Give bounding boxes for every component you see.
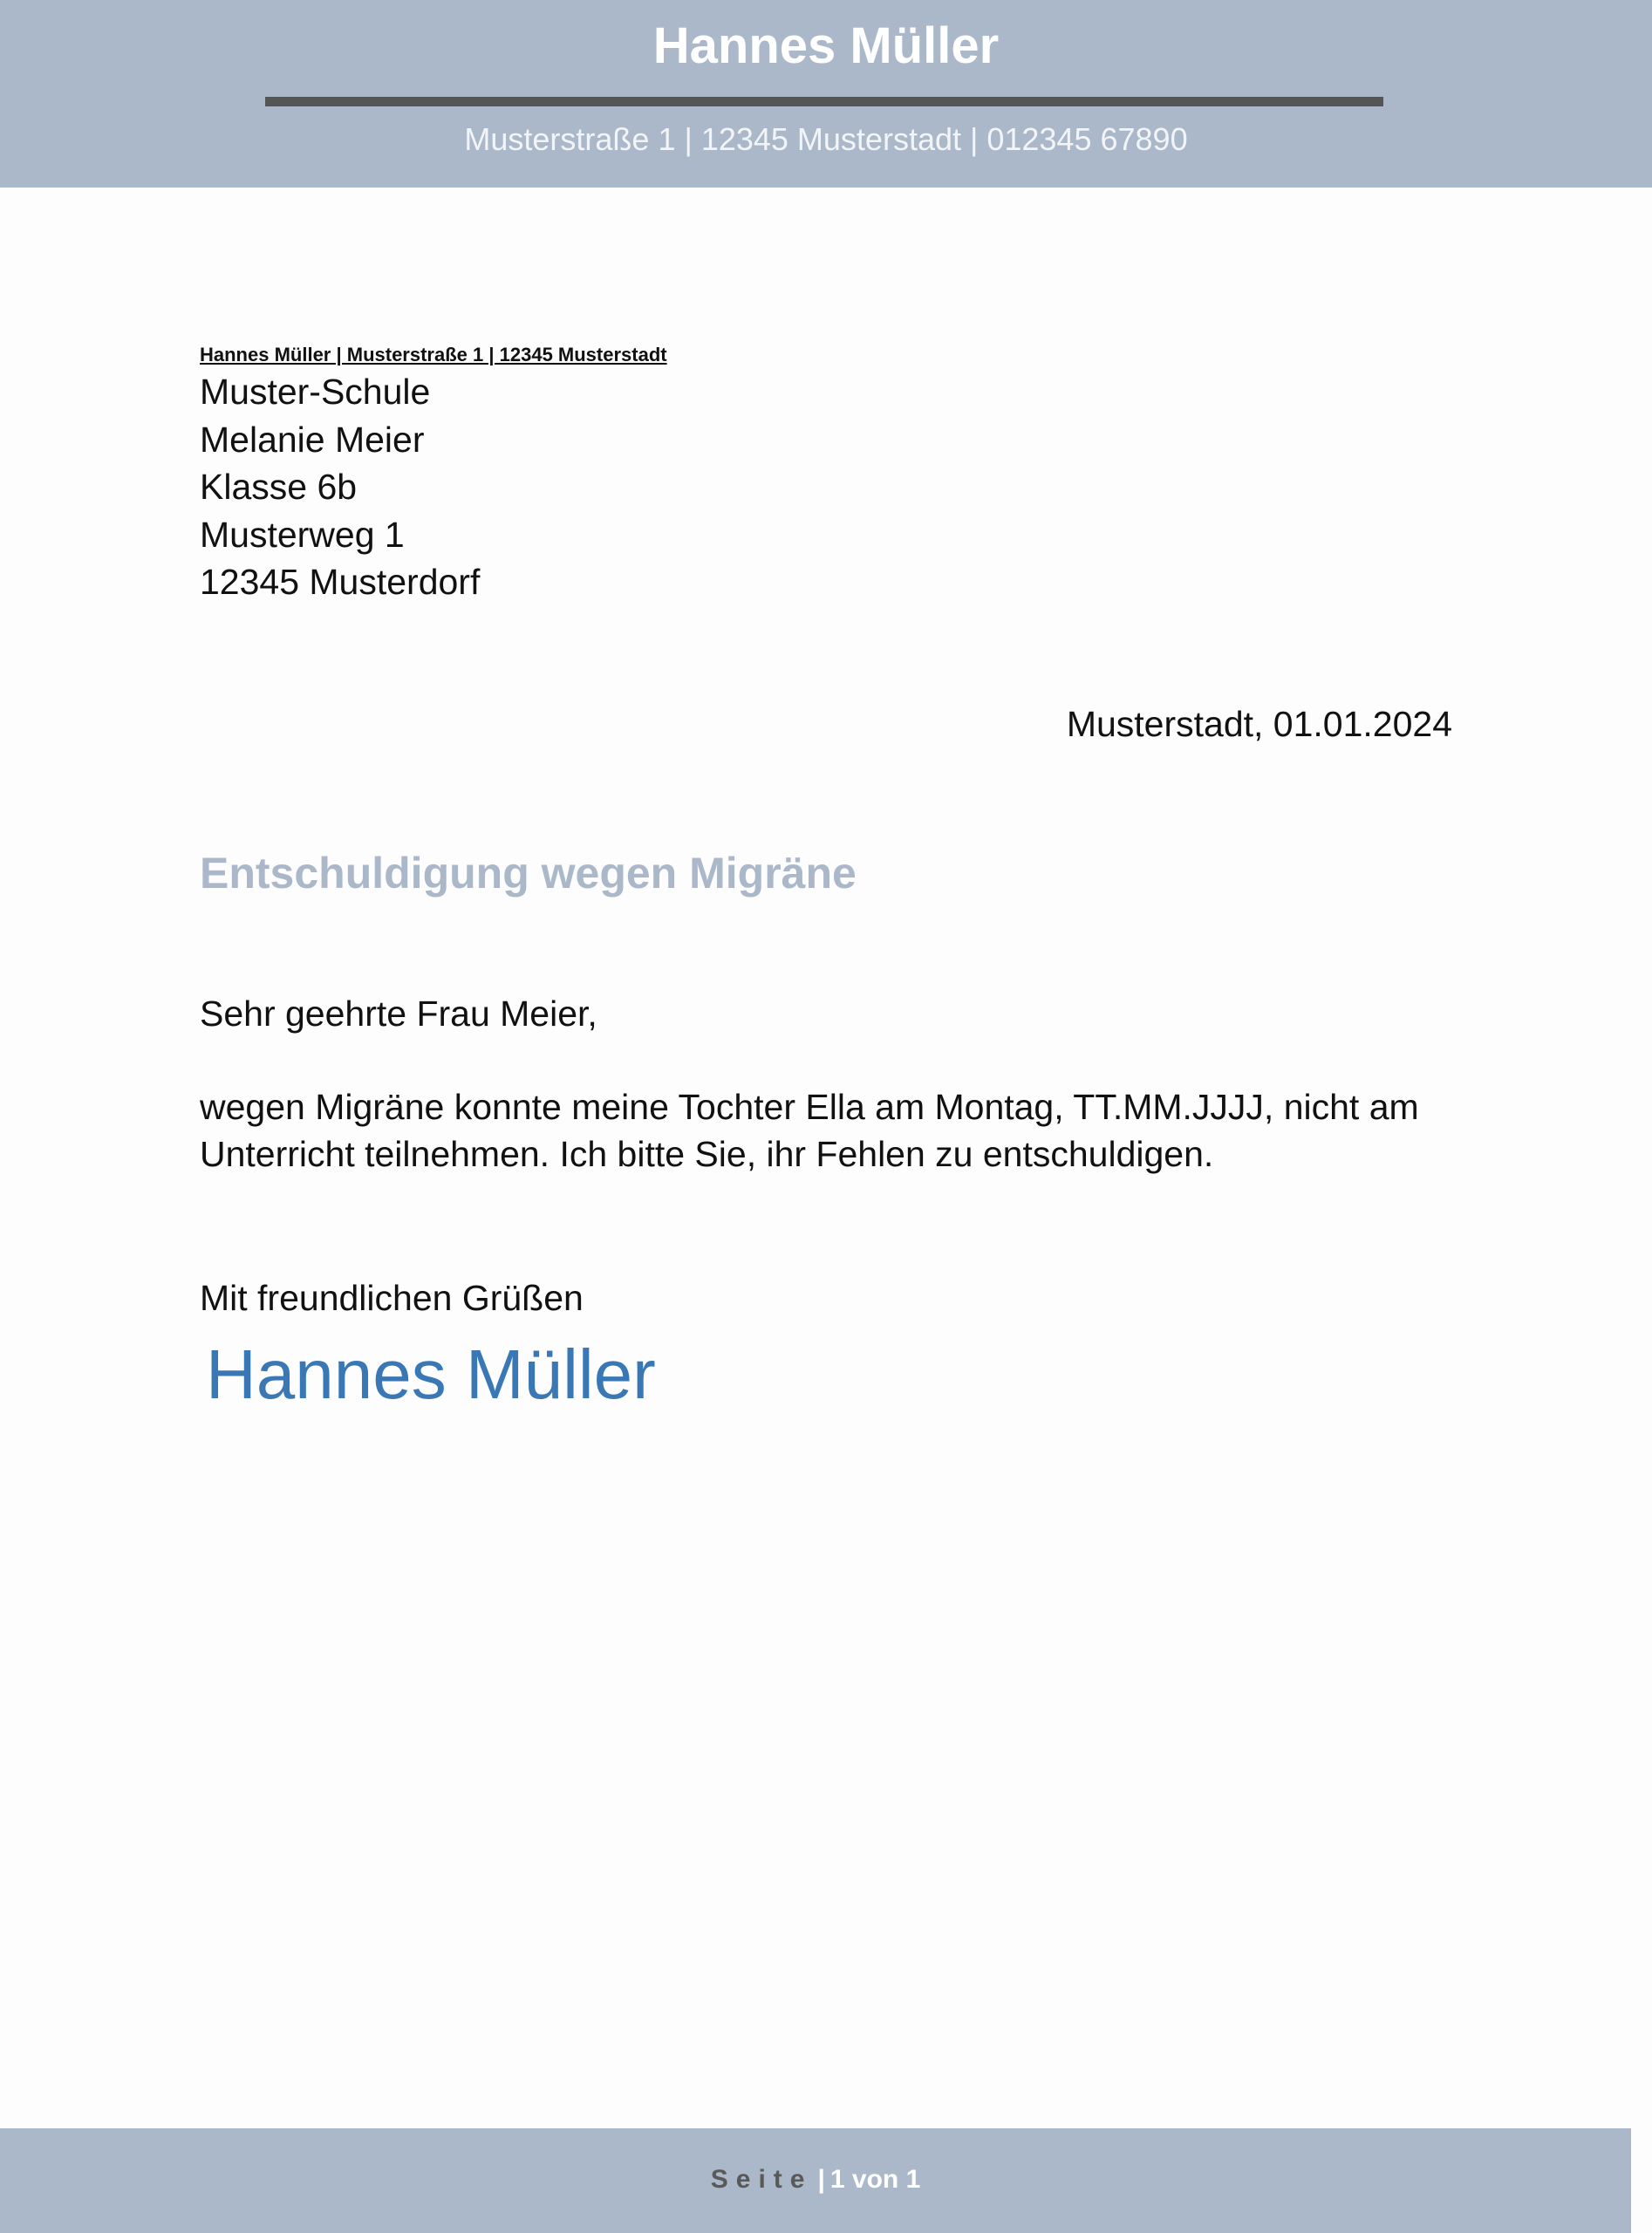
recipient-line: Musterweg 1 <box>200 514 405 555</box>
letterhead-contact: Musterstraße 1 | 12345 Musterstadt | 012345 67890 <box>464 121 1188 157</box>
letter-body: wegen Migräne konnte meine Tochter Ella am Montag, TT.MM.JJJJ, nicht am Unterricht teilnehmen. Ich bitte Sie, ihr Fehlen zu entschuldigen. <box>200 1087 1419 1174</box>
letterhead <box>0 0 1652 188</box>
salutation: Sehr geehrte Frau Meier, <box>200 994 597 1034</box>
recipient-line: Melanie Meier <box>200 419 425 460</box>
page-number <box>0 2161 1631 2198</box>
recipient-line: Muster-Schule <box>200 372 431 412</box>
recipient-address <box>200 368 480 606</box>
page-label: Seite <box>710 2165 813 2194</box>
page-count: 1 von 1 <box>829 2165 921 2194</box>
sender-return-address: Hannes Müller | Musterstraße 1 | 12345 Musterstadt <box>200 344 667 365</box>
page-separator: | <box>817 2165 825 2194</box>
letter-date: Musterstadt, 01.01.2024 <box>1066 704 1452 744</box>
page-footer <box>0 2128 1631 2233</box>
closing: Mit freundlichen Grüßen <box>200 1278 584 1318</box>
recipient-line: 12345 Musterdorf <box>200 562 481 602</box>
recipient-line: Klasse 6b <box>200 467 358 507</box>
letter-subject: Entschuldigung wegen Migräne <box>200 849 857 898</box>
signature: Hannes Müller <box>206 1335 656 1413</box>
letterhead-name: Hannes Müller <box>652 17 1000 74</box>
letterhead-divider <box>265 97 1383 106</box>
